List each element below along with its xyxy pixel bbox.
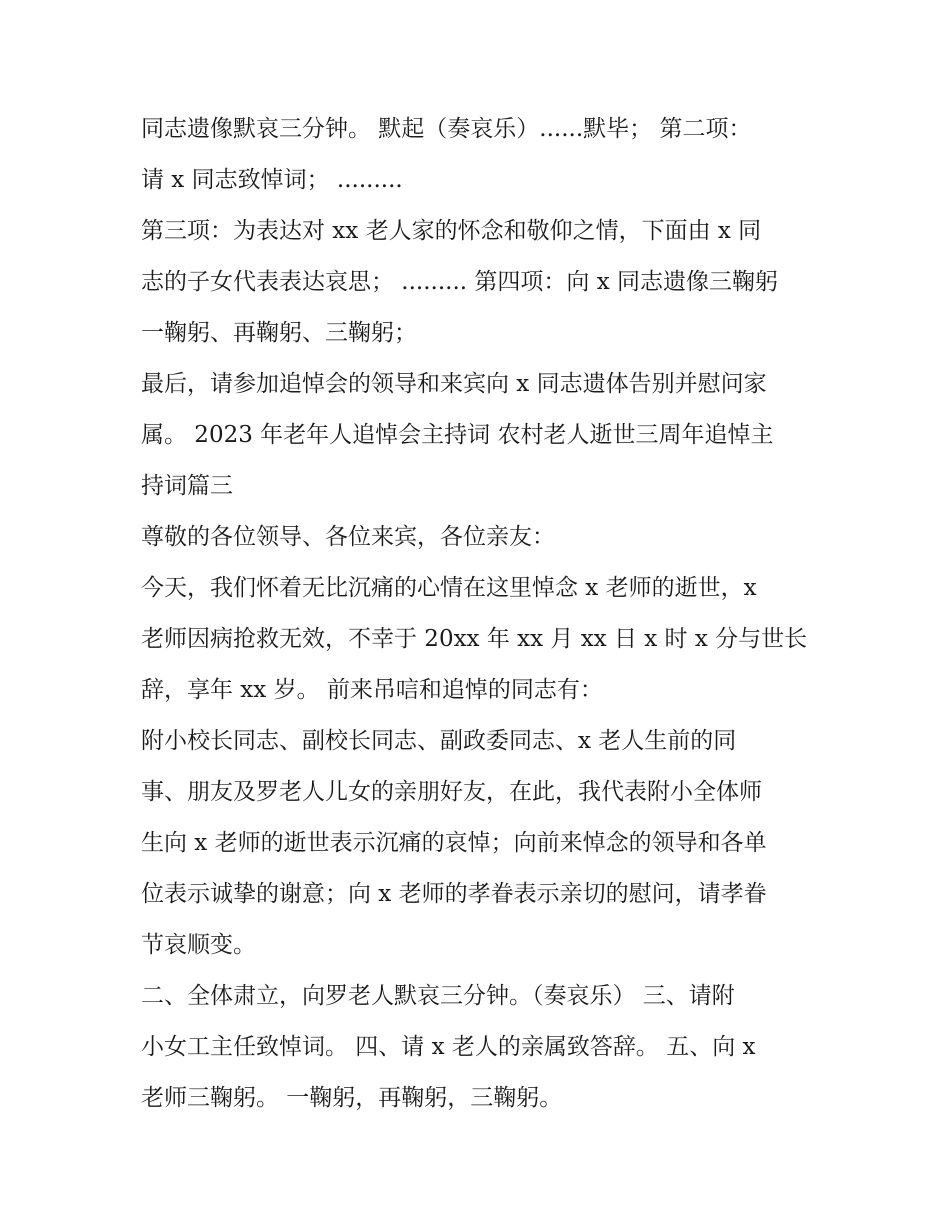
text-line: 一鞠躬、再鞠躬、三鞠躬； [141,320,417,346]
text-line: 志的子女代表表达哀思； ......... 第四项：向 x 同志遗像三鞠躬 [141,269,779,295]
text-line: 辞，享年 xx 岁。 前来吊唁和追悼的同志有： [141,677,603,703]
text-line: 老师因病抢救无效，不幸于 20xx 年 xx 月 xx 日 x 时 x 分与世长 [141,626,808,652]
text-line: 最后，请参加追悼会的领导和来宾向 x 同志遗体告别并慰问家 [141,371,767,397]
text-line: 属。 2023 年老年人追悼会主持词 农村老人逝世三周年追悼主 [141,422,774,448]
text-line: 二、全体肃立，向罗老人默哀三分钟。（奏哀乐） 三、请附 [141,983,735,1009]
text-line: 今天，我们怀着无比沉痛的心情在这里悼念 x 老师的逝世，x [141,575,757,601]
text-line: 位表示诚挚的谢意；向 x 老师的孝眷表示亲切的慰问，请孝眷 [141,881,767,907]
text-line: 尊敬的各位领导、各位来宾，各位亲友： [141,524,555,550]
text-line: 老师三鞠躬。 一鞠躬，再鞠躬，三鞠躬。 [141,1085,563,1111]
text-line: 附小校长同志、副校长同志、副政委同志、x 老人生前的同 [141,728,737,754]
text-line: 第三项：为表达对 xx 老人家的怀念和敬仰之情，下面由 x 同 [141,218,762,244]
document-body [141,104,813,1124]
text-line: 事、朋友及罗老人儿女的亲朋好友，在此，我代表附小全体师 [141,779,762,805]
text-line: 节哀顺变。 [141,932,256,958]
text-line: 请 x 同志致悼词； ......... [141,167,403,193]
text-line: 同志遗像默哀三分钟。 默起（奏哀乐）......默毕； 第二项： [141,116,752,142]
text-line: 持词篇三 [141,473,233,499]
text-line: 生向 x 老师的逝世表示沉痛的哀悼；向前来悼念的领导和各单 [141,830,767,856]
text-line: 小女工主任致悼词。 四、请 x 老人的亲属致答辞。 五、向 x [141,1034,756,1060]
